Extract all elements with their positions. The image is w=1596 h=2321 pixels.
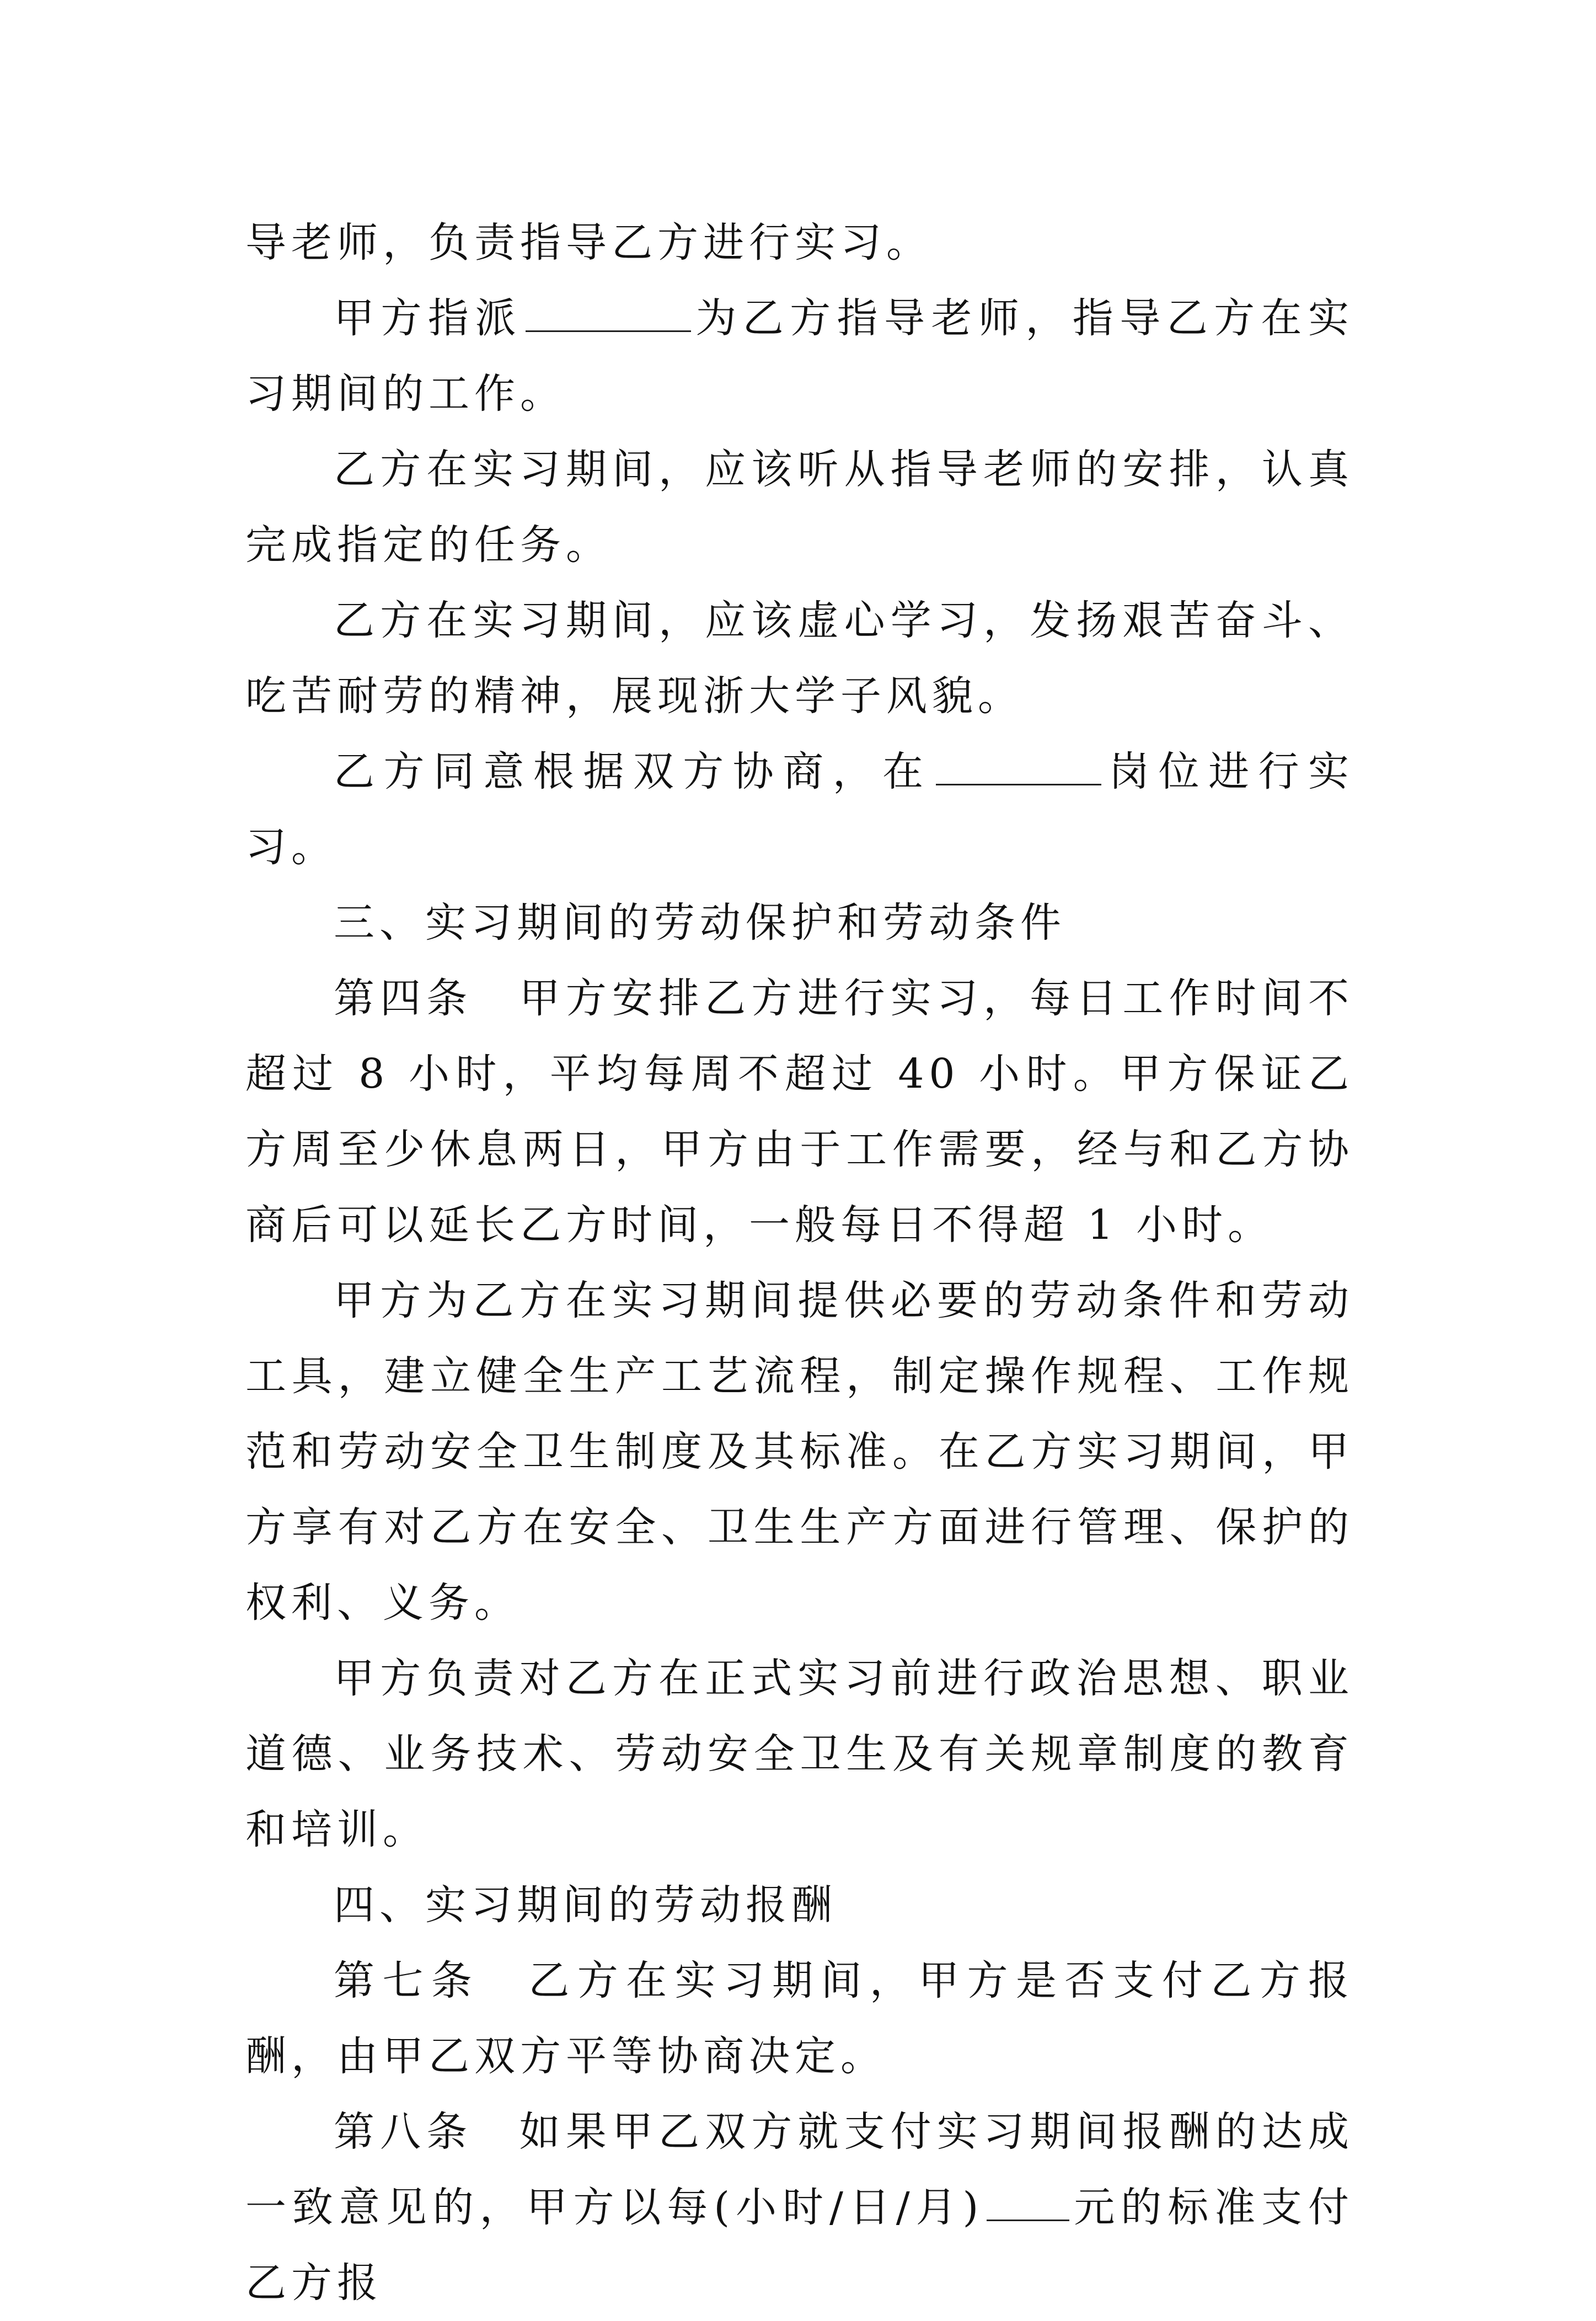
paragraph-text-after-blank: 元的标准支付乙方报 [245, 2184, 1354, 2307]
paragraph-text: 第四条 甲方安排乙方进行实习，每日工作时间不超过 8 小时，平均每周不超过 40 小时。甲方保证乙方周至少休息两日，甲方由于工作需要，经与和乙方协商后可以延长乙方时间，一般每日不得超 1 小时。 [245, 975, 1354, 1249]
pay-rate-blank [987, 2185, 1069, 2221]
section-heading-remuneration [245, 1868, 1354, 1943]
paragraph-text-after-blank: 为乙方指导老师，指导乙方在实习期间的工作。 [245, 295, 1354, 418]
section-heading-text: 三、实习期间的劳动保护和劳动条件 [334, 899, 1066, 946]
paragraph-text: 导老师，负责指导乙方进行实习。 [245, 219, 932, 266]
article-four [245, 961, 1354, 1263]
paragraph-advisor-assignment [245, 281, 1354, 432]
document-body [245, 205, 1354, 2321]
paragraph-working-conditions [245, 1263, 1354, 1641]
paragraph-training [245, 1641, 1354, 1868]
paragraph-continuation [245, 205, 1354, 281]
paragraph-text-after-blank: 岗位进行实习。 [245, 748, 1354, 871]
paragraph-text: 乙方在实习期间，应该听从指导老师的安排，认真完成指定的任务。 [245, 446, 1354, 569]
section-heading-text: 四、实习期间的劳动报酬 [334, 1881, 837, 1929]
article-seven [245, 1943, 1354, 2094]
advisor-name-blank [526, 296, 691, 332]
paragraph-follow-advisor [245, 432, 1354, 583]
paragraph-text-before-blank: 甲方指派 [334, 295, 522, 342]
paragraph-text: 甲方为乙方在实习期间提供必要的劳动条件和劳动工具，建立健全生产工艺流程，制定操作规程、工作规范和劳动安全卫生制度及其标准。在乙方实习期间，甲方享有对乙方在安全、卫生生产方面进行管理、保护的权利、义务。 [245, 1277, 1354, 1627]
paragraph-text: 乙方在实习期间，应该虚心学习，发扬艰苦奋斗、吃苦耐劳的精神，展现浙大学子风貌。 [245, 597, 1354, 720]
article-eight [245, 2094, 1354, 2321]
paragraph-text-before-blank: 乙方同意根据双方协商，在 [334, 748, 933, 795]
paragraph-position-agreement [245, 734, 1354, 885]
position-blank [936, 750, 1101, 785]
paragraph-text: 第七条 乙方在实习期间，甲方是否支付乙方报酬，由甲乙双方平等协商决定。 [245, 1957, 1354, 2080]
section-heading-labor-protection [245, 885, 1354, 961]
paragraph-text-before-blank: 第八条 如果甲乙双方就支付实习期间报酬的达成一致意见的，甲方以每(小时/日/月) [245, 2108, 1354, 2231]
paragraph-study-attitude [245, 583, 1354, 734]
paragraph-text: 甲方负责对乙方在正式实习前进行政治思想、职业道德、业务技术、劳动安全卫生及有关规章制度的教育和培训。 [245, 1655, 1354, 1853]
